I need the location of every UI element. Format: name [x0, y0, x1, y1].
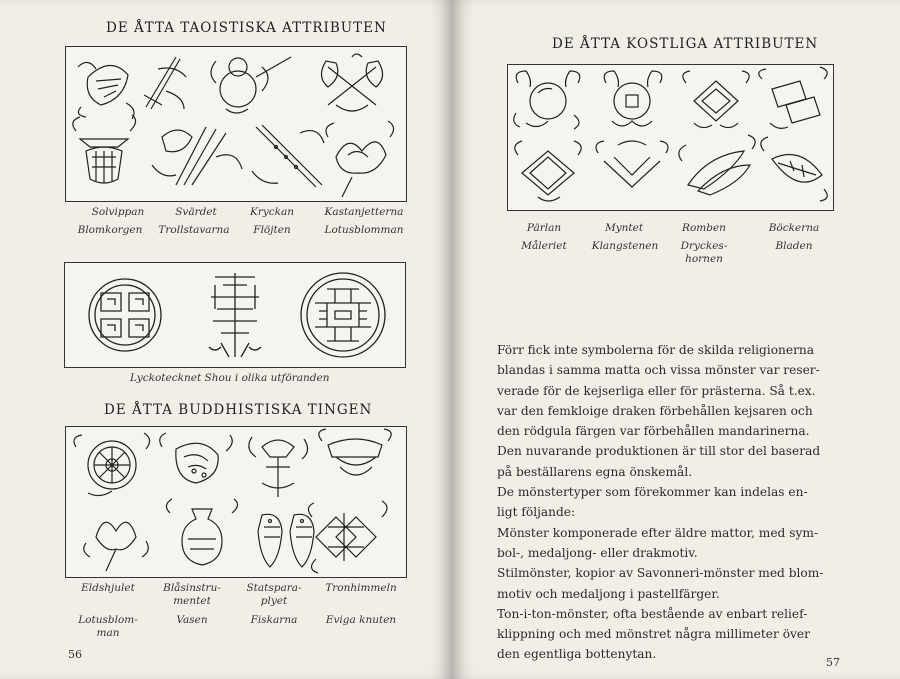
lotus-icon — [326, 121, 394, 197]
buddhist-caption-2: Blåsinstru- mentet — [163, 582, 221, 607]
taoist-caption-3: Kryckan — [249, 206, 295, 218]
precious-caption-5: Måleriet — [521, 240, 567, 252]
precious-symbols-drawing — [508, 65, 833, 210]
lozenge-icon — [683, 71, 749, 128]
page-number-right: 57 — [826, 656, 840, 669]
body-line: De mönstertyper som förekommer kan indelas en- — [497, 485, 808, 500]
body-line: Stilmönster, kopior av Savonneri-mönster med blom- — [497, 566, 824, 581]
taoist-caption-5: Blomkorgen — [77, 224, 143, 236]
coin-icon — [604, 71, 662, 126]
fan-icon — [78, 62, 134, 119]
precious-caption-2: Myntet — [604, 222, 644, 234]
body-paragraph — [497, 340, 867, 665]
body-line: Mönster komponerade efter äldre mattor, med sym- — [497, 525, 819, 540]
chime-stone-icon — [596, 141, 668, 187]
body-line: motiv och medaljong i pastellfärger. — [497, 586, 720, 601]
buddhist-caption-5: Lotusblom- man — [78, 614, 138, 639]
flute-icon — [252, 125, 324, 187]
precious-caption-1: Pärlan — [526, 222, 562, 234]
flower-basket-icon — [73, 115, 136, 183]
precious-caption-8: Bladen — [775, 240, 813, 252]
conch-icon — [160, 433, 233, 483]
fish-icon — [258, 514, 314, 567]
taoist-caption-2: Svärdet — [175, 206, 217, 218]
right-page — [452, 0, 900, 679]
gourd-icon — [211, 57, 291, 113]
canopy-icon — [319, 429, 391, 475]
body-line: på beställarens egna önskemål. — [497, 464, 693, 479]
taoist-caption-4: Kastanjetterna — [324, 206, 404, 218]
precious-caption-3: Romben — [682, 222, 726, 234]
buddhist-caption-3: Statspara- plyet — [246, 582, 302, 607]
lotus-bottom-icon — [84, 522, 149, 571]
body-line: Förr fick inte symbolerna för de skilda religionerna — [497, 343, 815, 357]
body-line: bol-, medaljong- eller drakmotiv. — [497, 545, 698, 560]
endless-knot-icon — [308, 501, 387, 573]
precious-symbols-panel — [507, 64, 834, 211]
vase-icon — [166, 499, 237, 565]
taoist-symbols-panel — [65, 46, 407, 202]
shou-caption: Lyckotecknet Shou i olika utföranden — [130, 372, 330, 384]
buddhist-caption-8: Eviga knuten — [325, 614, 397, 626]
precious-caption-6: Klangstenen — [591, 240, 659, 252]
precious-caption-4: Böckerna — [768, 222, 820, 234]
body-line: blandas i samma matta och vissa mönster var reser- — [497, 363, 820, 378]
body-line: den egentliga bottenytan. — [497, 647, 657, 662]
parasol-icon — [249, 437, 308, 497]
buddhist-heading: DE ÅTTA BUDDHISTISKA TINGEN — [104, 402, 373, 418]
pearl-icon — [514, 71, 580, 129]
wheel-icon — [74, 433, 150, 496]
body-line: klippning och med mönstret några millimeter över — [497, 627, 810, 642]
sword-icon — [144, 57, 186, 109]
precious-heading: DE ÅTTA KOSTLIGA ATTRIBUTEN — [552, 36, 819, 52]
body-line: ligt följande: — [497, 505, 576, 520]
wands-icon — [152, 127, 242, 185]
shou-tall-icon — [209, 273, 261, 357]
buddhist-caption-1: Eldshjulet — [81, 582, 135, 594]
taoist-caption-7: Flöjten — [253, 224, 291, 236]
drinking-horns-icon — [679, 135, 755, 195]
buddhist-symbols-drawing — [66, 427, 406, 577]
leaf-icon — [761, 137, 827, 201]
buddhist-symbols-panel — [65, 426, 407, 578]
taoist-caption-8: Lotusblomman — [324, 224, 404, 236]
shou-symbols-drawing — [65, 263, 405, 367]
buddhist-caption-6: Vasen — [176, 614, 208, 626]
body-line: var den femkloige draken förbehållen kejsaren och — [497, 403, 813, 418]
body-line: verade för de kejserliga eller för prästerna. Så t.ex. — [497, 383, 816, 398]
body-line: den rödgula färgen var förbehållen mandarinerna. — [497, 424, 810, 439]
body-line: Den nuvarande produktionen är till stor del baserad — [497, 444, 821, 459]
buddhist-caption-4: Tronhimmeln — [325, 582, 397, 594]
castanets-icon — [321, 54, 382, 111]
taoist-caption-1: Solvippan — [91, 206, 145, 218]
body-line: Ton-i-ton-mönster, ofta bestående av enbart relief- — [497, 606, 808, 621]
taoist-heading: DE ÅTTA TAOISTISKA ATTRIBUTEN — [106, 20, 387, 36]
shou-symbols-panel — [64, 262, 406, 368]
page-number-left: 56 — [68, 648, 82, 661]
precious-caption-7: Dryckes- hornen — [680, 240, 728, 265]
shou-square-icon — [89, 279, 161, 351]
books-icon — [759, 67, 827, 128]
taoist-caption-6: Trollstavarna — [158, 224, 230, 236]
shou-round-icon — [301, 273, 385, 357]
taoist-symbols-drawing — [66, 47, 406, 201]
buddhist-caption-7: Fiskarna — [250, 614, 298, 626]
painting-icon — [515, 141, 581, 201]
